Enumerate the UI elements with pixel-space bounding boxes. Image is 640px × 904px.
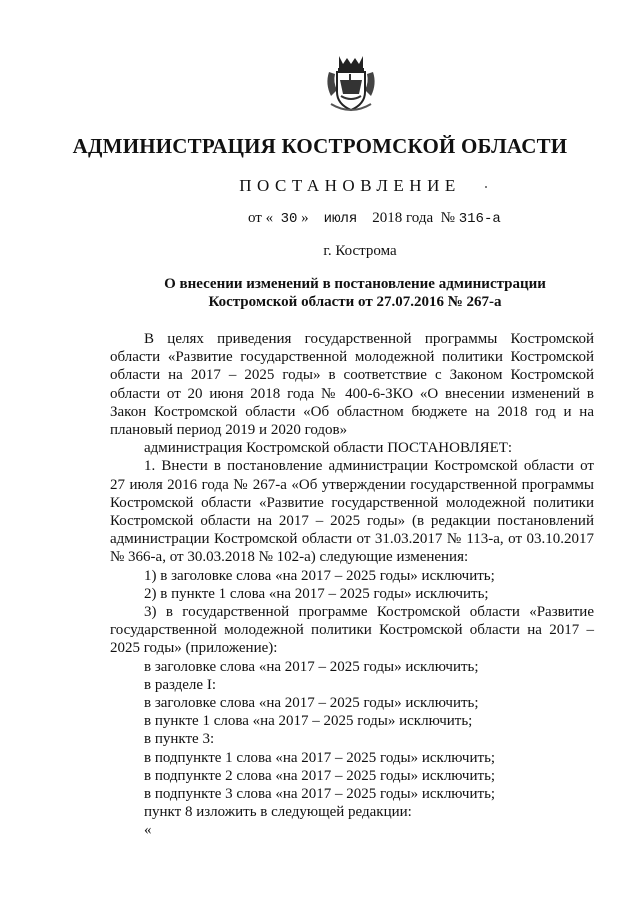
city: г. Кострома bbox=[323, 243, 397, 259]
date-number-line bbox=[248, 210, 501, 227]
clause-1-paragraph: 1. Внести в постановление администрации Костромской области от 27 июля 2016 года № 267-а «Об утверждении государственной программы Костромской области «Развитие государственной молодежной политики Костромской области на 2017 – 2025 годы» (в редакции постановлений администрации Костромской области от 31.03.2017 № 113-а, от 03.10.2017 № 366-а, от 30.03.2018 № 102-а) следующие изменения: bbox=[110, 458, 594, 566]
title-line-2: Костромской области от 27.07.2016 № 267-а bbox=[208, 294, 502, 310]
amendment-line: в подпункте 1 слова «на 2017 – 2025 годы» исключить; bbox=[144, 749, 496, 766]
document-title bbox=[120, 275, 590, 311]
coat-of-arms-emblem bbox=[323, 50, 379, 114]
amendment-line: в пункте 3: bbox=[144, 731, 215, 748]
date-day: 30 bbox=[280, 211, 298, 227]
amendment-line: в заголовке слова «на 2017 – 2025 годы» исключить; bbox=[144, 695, 479, 712]
date-year: 2018 года bbox=[372, 210, 434, 226]
subclause-3: 3) в государственной программе Костромской области «Развитие государственной молодежной политики Костромской области на 2017 – 2025 годы» (приложение): bbox=[110, 604, 594, 657]
amendment-line: в заголовке слова «на 2017 – 2025 годы» исключить; bbox=[144, 658, 479, 675]
preamble-paragraph: В целях приведения государственной программы Костромской области «Развитие государственной молодежной политики Костромской области на 2017 – 2025 годы» в соответствие с Законом Костромской области от 20 июня 2018 года № 400-6-ЗКО «О внесении изменений в Закон Костромской области «Об областном бюджете на 2018 год и на плановый период 2019 и 2020 годов» bbox=[110, 331, 594, 439]
number-sign: № bbox=[440, 210, 455, 226]
agency-name: АДМИНИСТРАЦИЯ КОСТРОМСКОЙ ОБЛАСТИ bbox=[72, 134, 568, 158]
date-month: июля bbox=[323, 211, 358, 227]
date-prefix: от « bbox=[248, 210, 274, 226]
document-number: 316-а bbox=[458, 211, 501, 227]
subclause-1: 1) в заголовке слова «на 2017 – 2025 годы» исключить; bbox=[144, 567, 495, 584]
document-body bbox=[110, 330, 594, 840]
scan-speck bbox=[485, 186, 487, 188]
document-type: ПОСТАНОВЛЕНИЕ bbox=[239, 176, 461, 195]
amendment-line: в подпункте 3 слова «на 2017 – 2025 годы» исключить; bbox=[144, 786, 496, 803]
subclause-2: 2) в пункте 1 слова «на 2017 – 2025 годы» исключить; bbox=[144, 585, 489, 602]
title-line-1: О внесении изменений в постановление администрации bbox=[164, 276, 546, 292]
amendment-line: в пункте 1 слова «на 2017 – 2025 годы» исключить; bbox=[144, 713, 473, 730]
date-mid: » bbox=[301, 210, 309, 226]
amendment-line: пункт 8 изложить в следующей редакции: bbox=[144, 804, 412, 821]
amendment-line: в разделе I: bbox=[144, 676, 216, 693]
amendment-line: в подпункте 2 слова «на 2017 – 2025 годы» исключить; bbox=[144, 767, 496, 784]
resolution-line: администрация Костромской области ПОСТАНОВЛЯЕТ: bbox=[144, 440, 513, 457]
opening-quote: « bbox=[144, 822, 152, 839]
